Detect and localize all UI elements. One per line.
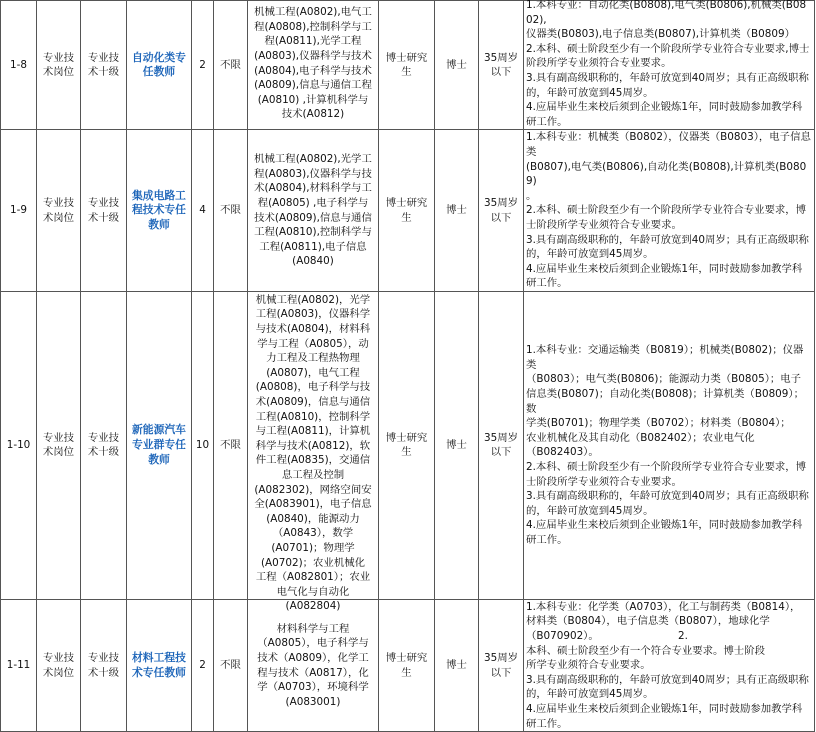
major-line: 件工程(A0835)，交通信 — [255, 454, 371, 467]
position-category: 专业技术岗位 — [37, 291, 81, 599]
age-requirement: 35周岁以下 — [479, 1, 524, 130]
position-id: 1-10 — [1, 291, 37, 599]
major-line: (A0840)，能源动力 — [266, 512, 360, 525]
age-requirement: 35周岁以下 — [479, 291, 524, 599]
requirement-line: 2.本科、硕士阶段至少有一个阶段所学专业符合专业要求，博 — [526, 204, 807, 217]
requirement-line: 3.具有副高级职称的，年龄可放宽到40周岁；具有正高级职称 — [526, 673, 809, 686]
major-line: 工程(A0810),控制科学与 — [254, 226, 372, 239]
requirement-line: 材料类（B0804），电子信息类（B0807），地球化学 — [526, 615, 770, 628]
major-line: 程(A0811),光学工程 — [264, 35, 362, 48]
major-line: 息工程及控制 — [281, 469, 345, 481]
hiring-count: 2 — [192, 1, 214, 130]
requirement-line: 1.本科专业：交通运输类（B0819）；机械类(B0802)；仪器类 — [526, 344, 804, 371]
major-line: 技术(A0809),信息与通信 — [254, 211, 372, 224]
table-row — [1, 291, 815, 599]
major-line: (A082804) — [285, 600, 341, 613]
requirement-line: 4.应届毕业生来校后须到企业锻炼1年，同时鼓励参加教学科 — [526, 101, 803, 114]
position-title: 新能源汽车专业群专任教师 — [127, 291, 192, 599]
graduate-majors — [248, 130, 379, 292]
gender-requirement: 不限 — [214, 291, 248, 599]
major-line: 工程（A082801）；农业 — [255, 571, 371, 584]
major-line: (A0702)；农业机械化 — [260, 556, 365, 569]
requirement-line: 4.应届毕业生来校后须到企业锻炼1年，同时鼓励参加教学科 — [526, 262, 803, 275]
requirement-line: 所学专业须符合专业要求。 — [526, 659, 651, 672]
requirement-line: 的，年龄可放宽到45周岁。 — [526, 688, 654, 701]
requirement-line: （B0803）；电气类(B0806)；能源动力类（B0805）；电子 — [526, 373, 802, 386]
requirement-line: 2.本科、硕士阶段至少有一个阶段所学专业符合专业要求，博 — [526, 460, 807, 473]
major-line: 术(A0804),材料科学与工 — [254, 182, 372, 195]
position-level: 专业技术十级 — [81, 1, 127, 130]
position-title: 材料工程技术专任教师 — [127, 599, 192, 731]
hiring-count: 2 — [192, 599, 214, 731]
table-row — [1, 599, 815, 731]
position-level: 专业技术十级 — [81, 291, 127, 599]
requirement-line: 研工作。 — [526, 115, 568, 128]
major-line: 程(A0803),仪器科学与技 — [254, 167, 372, 180]
major-line: 术(A0809)，信息与通信 — [255, 396, 371, 409]
major-line: (A083001) — [285, 695, 341, 708]
major-line: 与技术(A0804)，材料科 — [255, 323, 371, 336]
major-line: 学与工程（A0805），动 — [257, 337, 369, 350]
major-line: 机械工程(A0802),电气工 — [254, 6, 372, 19]
major-line: 力工程及工程热物理 — [266, 352, 360, 365]
major-line: (A0840) — [292, 255, 334, 268]
major-line: 程(A0805) ,电子科学与 — [257, 197, 369, 210]
table-row — [1, 1, 815, 130]
gender-requirement: 不限 — [214, 599, 248, 731]
requirement-line: 信息类(B0807)；自动化类(B0808)；计算机类（B0809）；数 — [526, 388, 804, 415]
major-line: 技术（A0809），化学工 — [257, 651, 369, 664]
requirement-line: 士阶段所学专业须符合专业要求。 — [526, 475, 682, 488]
major-line: 机械工程(A0802)，光学 — [255, 293, 371, 306]
education-requirement: 博士研究生 — [379, 1, 435, 130]
other-requirements — [524, 599, 815, 731]
other-requirements — [524, 1, 815, 130]
major-line: 科学与技术(A0812)，软 — [255, 439, 371, 452]
major-line: 与工程(A0811)，计算机 — [255, 425, 371, 438]
requirement-line: 3.具有副高级职称的，年龄可放宽到40周岁；具有正高级职称 — [526, 233, 809, 246]
degree-requirement: 博士 — [435, 291, 479, 599]
requirement-line: 仪器类(B0803),电子信息类(B0807),计算机类（B0809） — [526, 28, 796, 41]
position-id: 1-9 — [1, 130, 37, 292]
education-requirement: 博士研究生 — [379, 291, 435, 599]
major-line: 技术(A0812) — [281, 108, 345, 121]
requirement-line: 本科、硕士阶段至少有一个符合专业要求。博士阶段 — [526, 644, 765, 657]
degree-requirement: 博士 — [435, 1, 479, 130]
major-line: 工程(A0803)，仪器科学 — [255, 308, 371, 321]
other-requirements — [524, 130, 815, 292]
requirement-line: 的，年龄可放宽到45周岁。 — [526, 86, 654, 99]
requirement-line: (B0807),电气类(B0806),自动化类(B0808),计算机类(B0809) — [526, 160, 807, 188]
graduate-majors — [248, 599, 379, 731]
position-level: 专业技术十级 — [81, 130, 127, 292]
age-requirement: 35周岁以下 — [479, 599, 524, 731]
major-line: （A0805），电子科学与 — [257, 637, 369, 650]
requirement-line: 阶段所学专业须符合专业要求。 — [526, 57, 672, 70]
requirement-line: 农业机械化及其自动化（B082402）；农业电气化 — [526, 431, 755, 444]
requirement-line: 2.本科、硕士阶段至少有一个阶段所学专业符合专业要求,博士 — [526, 42, 810, 55]
position-level: 专业技术十级 — [81, 599, 127, 731]
table-row — [1, 130, 815, 292]
major-line: 工程(A0811),电子信息 — [259, 240, 367, 253]
requirement-line: 1.本科专业：机械类（B0802），仪器类（B0803），电子信息类 — [526, 131, 811, 158]
graduate-majors — [248, 291, 379, 613]
major-line: (A0809),信息与通信工程 — [254, 79, 372, 92]
education-requirement: 博士研究生 — [379, 599, 435, 731]
education-requirement: 博士研究生 — [379, 130, 435, 292]
major-line: 机械工程(A0802),光学工 — [254, 153, 372, 166]
hiring-count: 10 — [192, 291, 214, 599]
requirement-line: 4.应届毕业生来校后须到企业锻炼1年，同时鼓励参加教学科 — [526, 519, 803, 532]
major-line: 程与技术（A0817），化 — [257, 666, 369, 679]
major-line: 工程(A0810)，控制科学 — [255, 410, 371, 423]
requirement-line: 学类(B0701)；物理学类（B0702）；材料类（B0804）； — [526, 417, 791, 430]
position-id: 1-8 — [1, 1, 37, 130]
gender-requirement: 不限 — [214, 1, 248, 130]
major-line: (A0804),电子科学与技术 — [254, 64, 372, 77]
degree-requirement: 博士 — [435, 130, 479, 292]
requirement-line: 3.具有副高级职称的，年龄可放宽到40周岁；具有正高级职称 — [526, 490, 809, 503]
major-line: (A0810) ,计算机科学与 — [257, 93, 369, 106]
position-category: 专业技术岗位 — [37, 1, 81, 130]
major-line: (A0807)，电气工程 — [266, 366, 360, 379]
age-requirement: 35周岁以下 — [479, 130, 524, 292]
major-line: (A0701)；物理学 — [271, 541, 355, 554]
position-category: 专业技术岗位 — [37, 130, 81, 292]
position-id: 1-11 — [1, 599, 37, 731]
requirement-line: 士阶段所学专业须符合专业要求。 — [526, 218, 682, 231]
major-line: (A0808)，电子科学与技 — [255, 381, 371, 394]
major-line: (A082302)，网络空间安 — [254, 483, 372, 496]
major-line: （A0843），数学 — [272, 527, 354, 540]
requirement-line: 研工作。 — [526, 533, 568, 546]
major-line: 程(A0808),控制科学与工 — [254, 20, 372, 33]
gender-requirement: 不限 — [214, 130, 248, 292]
degree-requirement: 博士 — [435, 599, 479, 731]
requirement-line: 的，年龄可放宽到45周岁。 — [526, 504, 654, 517]
requirement-line: 3.具有副高级职称的，年龄可放宽到40周岁；具有正高级职称 — [526, 71, 809, 84]
requirement-line: （B070902）。 2. — [526, 630, 688, 643]
requirement-line: 4.应届毕业生来校后须到企业锻炼1年，同时鼓励参加教学科 — [526, 703, 803, 716]
requirement-line: 的，年龄可放宽到45周岁。 — [526, 248, 654, 261]
hiring-count: 4 — [192, 130, 214, 292]
major-line: 材料科学与工程 — [276, 622, 350, 635]
requirement-line: 1.本科专业：化学类（A0703），化工与制药类（B0814）， — [526, 600, 801, 613]
major-line: 全(A083901)，电子信息 — [254, 498, 372, 511]
requirement-line: 1.本科专业：自动化类(B0808),电气类(B0806),机械类(B0802), — [526, 0, 807, 26]
requirement-line: 研工作。 — [526, 277, 568, 290]
position-title: 集成电路工程技术专任教师 — [127, 130, 192, 292]
major-line: (A0803),仪器科学与技术 — [254, 50, 372, 63]
major-line: 电气化与自动化 — [276, 585, 350, 598]
requirement-line: 。 — [526, 189, 537, 202]
other-requirements — [524, 291, 815, 599]
requirement-line: （B082403）。 — [526, 446, 599, 459]
major-line: 学（A0703），环境科学 — [257, 681, 369, 694]
position-category: 专业技术岗位 — [37, 599, 81, 731]
requirement-line: 研工作。 — [526, 717, 568, 730]
graduate-majors — [248, 1, 379, 130]
position-title: 自动化类专任教师 — [127, 1, 192, 130]
